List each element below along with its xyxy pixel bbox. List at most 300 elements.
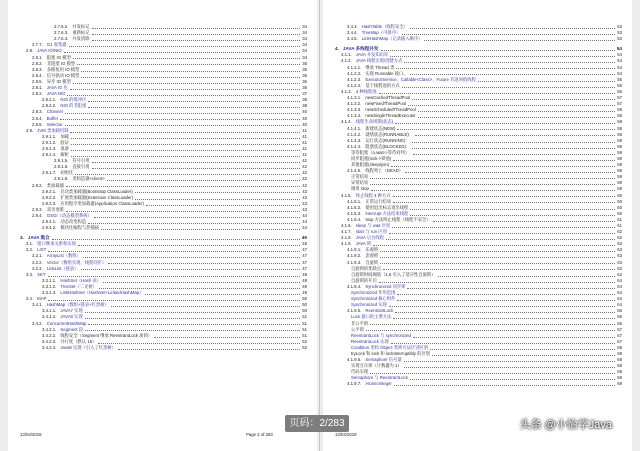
toc-entry-title: 类构造器<client> bbox=[72, 176, 105, 182]
toc-leader-dots bbox=[92, 168, 301, 169]
toc-entry-page: 42 bbox=[302, 182, 307, 188]
toc-entry-page: 68 bbox=[617, 350, 622, 356]
toc-leader-dots bbox=[66, 186, 300, 187]
toc-entry-page: 40 bbox=[302, 109, 307, 115]
toc-entry-title: Semaphore 与 ReentrantLock bbox=[351, 375, 408, 381]
toc-entry-number: 4.1.5.4. bbox=[347, 216, 362, 222]
toc-entry-title: LIST bbox=[37, 247, 47, 253]
toc-entry-page: 54 bbox=[616, 46, 622, 52]
toc-entry-title: 公平锁 bbox=[351, 326, 364, 332]
toc-leader-dots bbox=[67, 95, 300, 96]
toc-leader-dots bbox=[424, 40, 615, 41]
toc-entry-title: Selector bbox=[46, 121, 63, 127]
left-footer-page-count: Page 2 of 283 bbox=[246, 432, 273, 437]
toc-entry-page: 42 bbox=[302, 164, 307, 170]
toc-entry-title: 并发标记 bbox=[72, 24, 90, 30]
toc-entry-title: 信号驱动 IO 模型 bbox=[46, 72, 80, 78]
toc-leader-dots bbox=[397, 294, 615, 295]
toc-entry-title: NIO 的缓冲区 bbox=[60, 97, 87, 103]
toc-entry-number: 4.1.9.6. bbox=[347, 357, 362, 363]
toc-entry-page: 64 bbox=[617, 296, 622, 302]
toc-entry-page: 59 bbox=[617, 174, 622, 180]
toc-entry-page: 62 bbox=[617, 235, 622, 241]
toc-leader-dots bbox=[92, 28, 301, 29]
toc-entry-number: 4.1.4.2. bbox=[347, 131, 362, 137]
toc-entry-page: 63 bbox=[617, 259, 622, 265]
toc-entry-title: JAVA 锁 bbox=[355, 241, 372, 247]
toc-leader-dots bbox=[73, 83, 300, 84]
toc-leader-dots bbox=[404, 62, 615, 63]
toc-entry-page: 61 bbox=[617, 216, 622, 222]
toc-leader-dots bbox=[135, 192, 301, 193]
toc-entry-title: HashSet（Hash 表） bbox=[60, 277, 101, 283]
toc-entry-title: SET bbox=[37, 271, 46, 277]
toc-leader-dots bbox=[145, 294, 300, 295]
toc-entry-page: 49 bbox=[302, 283, 307, 289]
toc-entry-title: JAVA NIO bbox=[46, 91, 66, 97]
toc-entry-number: 4.1.3.2. bbox=[347, 101, 362, 107]
toc-entry-title: Synchronized 同步锁 bbox=[365, 283, 406, 289]
toc-leader-dots bbox=[92, 40, 301, 41]
toc-entry-number: 3.4. bbox=[26, 296, 34, 302]
toc-entry-number: 4.1.2.2. bbox=[347, 70, 362, 76]
left-toc-page bbox=[8, 0, 317, 451]
toc-entry-title: JAVA7 实现 bbox=[60, 308, 83, 314]
toc-leader-dots bbox=[402, 87, 616, 88]
toc-entry-page: 38 bbox=[302, 103, 307, 109]
toc-entry-title: 代码实现 bbox=[351, 369, 369, 375]
toc-entry-number: 3.4.3. bbox=[347, 24, 358, 30]
toc-entry-title: JAVA IO 包 bbox=[46, 85, 68, 91]
toc-entry-page: 43 bbox=[302, 200, 307, 206]
toc-entry-title: LinkList（链表） bbox=[46, 265, 79, 271]
toc-entry-number: 2.8.2. bbox=[32, 60, 43, 66]
toc-entry-number: 2.8. bbox=[26, 48, 34, 54]
toc-entry-page: 34 bbox=[302, 30, 307, 36]
toc-entry-number: 3.4.2.2. bbox=[42, 332, 57, 338]
toc-entry-number: 4.1.4.4. bbox=[347, 143, 362, 149]
toc-entry-title: JVM 类加载机制 bbox=[37, 127, 69, 133]
toc-entry-page: 43 bbox=[302, 206, 307, 212]
toc-leader-dots bbox=[410, 209, 615, 210]
toc-leader-dots bbox=[397, 300, 615, 301]
toc-entry-page: 67 bbox=[617, 332, 622, 338]
toc-leader-dots bbox=[371, 190, 615, 191]
toc-entry-number: 3.4.1. bbox=[32, 302, 43, 308]
toc-leader-dots bbox=[88, 107, 300, 108]
toc-entry-page: 54 bbox=[617, 58, 622, 64]
toc-entry-title: 新建状态(NEW) bbox=[365, 125, 396, 131]
toc-entry-number: 4.1.9.5. bbox=[347, 308, 362, 314]
toc-entry-page: 50 bbox=[302, 302, 307, 308]
toc-entry-number: 2.9.1.1. bbox=[42, 133, 57, 139]
toc-entry-number: 4.1.2.1. bbox=[347, 64, 362, 70]
toc-entry-number: 3.3. bbox=[26, 271, 34, 277]
toc-entry-title: newSingleThreadExecutor bbox=[365, 113, 416, 119]
toc-entry-page: 50 bbox=[302, 308, 307, 314]
toc-entry-title: 正常运行结束 bbox=[365, 198, 392, 204]
toc-entry-page: 34 bbox=[302, 54, 307, 60]
toc-entry-title: 解析 bbox=[60, 152, 69, 158]
toc-entry-page: 42 bbox=[302, 158, 307, 164]
toc-entry-page: 47 bbox=[302, 265, 307, 271]
toc-leader-dots bbox=[48, 251, 300, 252]
toc-leader-dots bbox=[103, 282, 300, 283]
toc-leader-dots bbox=[393, 160, 615, 161]
toc-entry-number: 2.9.1.6. bbox=[54, 164, 69, 170]
toc-entry-number: 2.9.4.2. bbox=[42, 225, 57, 231]
toc-entry-number: 2.7.7. bbox=[32, 42, 43, 48]
toc-entry-number: 2.8.1. bbox=[32, 54, 43, 60]
toc-entry-title: 同步阻塞(lock->锁池) bbox=[351, 155, 392, 161]
toc-leader-dots bbox=[404, 367, 615, 368]
toc-leader-dots bbox=[391, 343, 615, 344]
toc-entry-number: 4.1.2.4. bbox=[347, 82, 362, 88]
right-footer-date: 13/04/2018 bbox=[335, 432, 357, 437]
toc-leader-dots bbox=[393, 196, 616, 197]
toc-entry-page: 45 bbox=[302, 241, 307, 247]
right-toc-list bbox=[335, 24, 622, 387]
toc-entry-title: 自旋锁的优缺点 bbox=[351, 265, 382, 271]
toc-entry-page: 68 bbox=[617, 369, 622, 375]
toc-entry-page: 64 bbox=[617, 283, 622, 289]
toc-entry-number: 2.8.4. bbox=[32, 115, 43, 121]
toc-leader-dots bbox=[69, 46, 301, 47]
toc-entry-page: 67 bbox=[617, 338, 622, 344]
toc-leader-dots bbox=[118, 349, 300, 350]
left-toc-list bbox=[20, 24, 307, 351]
toc-entry-title: ConcurrentHashMap bbox=[46, 320, 87, 326]
toc-entry-page: 64 bbox=[617, 302, 622, 308]
toc-leader-dots bbox=[108, 263, 300, 264]
toc-entry-page: 41 bbox=[302, 152, 307, 158]
toc-entry-page: 53 bbox=[617, 36, 622, 42]
toc-leader-dots bbox=[81, 71, 300, 72]
toc-entry-title: 异常结束 bbox=[351, 180, 369, 186]
toc-entry-number: 3.3.1.2. bbox=[42, 283, 57, 289]
toc-entry-title: 双亲委派 bbox=[46, 206, 64, 212]
toc-leader-dots bbox=[379, 282, 615, 283]
toc-leader-dots bbox=[99, 288, 300, 289]
toc-leader-dots bbox=[71, 150, 300, 151]
toc-entry-number: 4.1.9.3. bbox=[347, 259, 362, 265]
toc-leader-dots bbox=[408, 105, 615, 106]
toc-entry-title: JAVA 集合 bbox=[27, 235, 50, 241]
toc-entry-page: 58 bbox=[617, 113, 622, 119]
toc-entry-title: sleep 与 wait 区别 bbox=[355, 223, 391, 228]
toc-entry-title: 动态改变构造 bbox=[60, 219, 87, 225]
left-footer-date: 13/04/2018 bbox=[20, 432, 42, 437]
toc-entry-page: 53 bbox=[617, 24, 622, 30]
toc-entry-title: JAVA 后台线程 bbox=[355, 235, 385, 241]
toc-entry-number: 4.1.4.5. bbox=[347, 168, 362, 174]
toc-entry-number: 2.8.2.2. bbox=[42, 103, 57, 109]
toc-leader-dots bbox=[396, 68, 615, 69]
toc-entry-page: 36 bbox=[302, 72, 307, 78]
toc-entry-title: 正常结束 bbox=[351, 174, 369, 180]
toc-entry-number: 4.1.6. bbox=[341, 223, 352, 228]
toc-entry-number: 4.1.9.4. bbox=[347, 283, 362, 289]
toc-entry-title: 4 种线程池 bbox=[355, 88, 377, 94]
toc-entry-number: 4.1.3.4. bbox=[347, 113, 362, 119]
toc-entry-page: 40 bbox=[302, 115, 307, 121]
toc-leader-dots bbox=[71, 156, 300, 157]
toc-leader-dots bbox=[81, 269, 301, 270]
toc-leader-dots bbox=[370, 373, 615, 374]
toc-leader-dots bbox=[413, 154, 615, 155]
right-toc-page bbox=[323, 0, 632, 451]
toc-entry-page: 44 bbox=[302, 225, 307, 231]
toc-leader-dots bbox=[370, 324, 615, 325]
page-number-badge: 页码：2/283 bbox=[285, 415, 349, 432]
toc-entry-number: 4.1.2.3. bbox=[347, 76, 362, 82]
toc-entry-title: Synchronized 核心组件 bbox=[351, 296, 396, 302]
toc-entry-title: newScheduledThreadPool bbox=[365, 107, 416, 113]
toc-entry-title: Synchronized 实现 bbox=[351, 302, 387, 308]
toc-entry-number: 3.2.2. bbox=[32, 259, 43, 265]
toc-entry-page: 43 bbox=[302, 194, 307, 200]
toc-leader-dots bbox=[389, 233, 615, 234]
toc-entry-page: 54 bbox=[617, 52, 622, 58]
toc-entry-title: HashMap（数组+链表+红黑树） bbox=[46, 302, 109, 308]
toc-entry-page: 41 bbox=[302, 145, 307, 151]
toc-entry-number: 2.9.1.5. bbox=[54, 158, 69, 164]
toc-entry-number: 3.4.1.2. bbox=[42, 314, 57, 320]
toc-entry-title: 基于线程池的方式 bbox=[365, 82, 400, 88]
toc-entry-title: Buffer bbox=[46, 115, 59, 121]
toc-entry-title: Vector（数组实现、线程同步） bbox=[46, 259, 107, 265]
toc-entry-number: 3.4.1.1. bbox=[42, 308, 57, 314]
toc-entry-title: 阻塞状态(BLOCKED)： bbox=[365, 143, 411, 149]
toc-entry[interactable] bbox=[335, 42, 622, 52]
toc-entry-page: 60 bbox=[617, 210, 622, 216]
toc-entry-number: 2.9.4. bbox=[32, 213, 43, 218]
toc-entry-title: Synchronized 作用范围 bbox=[351, 290, 396, 296]
toc-entry-title: 应用程序类加载器(Application ClassLoader) bbox=[60, 200, 144, 206]
toc-entry-title: 自旋锁 bbox=[365, 259, 379, 265]
toc-entry-number: 2.9.4.1. bbox=[42, 219, 57, 225]
toc-entry-title: stop 方法终止线程（线程不安全） bbox=[365, 216, 431, 222]
toc-entry-page: 42 bbox=[302, 170, 307, 176]
toc-entry-page: 59 bbox=[617, 137, 622, 143]
toc-entry-page: 58 bbox=[617, 119, 622, 125]
toc-entry-title: newCachedThreadPool bbox=[365, 95, 411, 101]
toc-leader-dots bbox=[98, 343, 300, 344]
toc-entry-title: OSGI（动态模型系统） bbox=[46, 213, 92, 218]
toc-entry-number: 3.4.2. bbox=[32, 320, 43, 326]
toc-leader-dots bbox=[410, 74, 616, 75]
toc-entry-title: MAP bbox=[37, 296, 47, 302]
toc-entry-title: 直接引用 bbox=[72, 164, 90, 170]
toc-entry-title: Interrupt 方法结束线程 bbox=[365, 210, 409, 216]
toc-entry-page: 45 bbox=[301, 235, 307, 241]
toc-leader-dots bbox=[73, 58, 300, 59]
toc-entry-number: 4.1.3.3. bbox=[347, 107, 362, 113]
toc-leader-dots bbox=[391, 166, 615, 167]
toc-entry-number: 3.2.3. bbox=[32, 265, 43, 271]
toc-entry[interactable] bbox=[20, 345, 307, 351]
toc-entry-title: 就绪状态(RUNNABLE)： bbox=[365, 131, 414, 137]
toc-entry-title: JAVA8 实现 bbox=[60, 314, 83, 320]
toc-entry-page: 68 bbox=[617, 363, 622, 369]
toc-leader-dots bbox=[70, 132, 300, 133]
toc-leader-dots bbox=[413, 337, 615, 338]
toc-leader-dots bbox=[381, 50, 615, 51]
toc-leader-dots bbox=[83, 257, 300, 258]
toc-leader-dots bbox=[71, 138, 300, 139]
toc-entry-number: 4.1.4.3. bbox=[347, 137, 362, 143]
toc-entry-page: 34 bbox=[302, 48, 307, 54]
toc-entry-number: 4.1.5.2. bbox=[347, 204, 362, 210]
toc-leader-dots bbox=[154, 337, 300, 338]
toc-leader-dots bbox=[380, 263, 615, 264]
toc-entry-title: 并发清除 bbox=[72, 36, 90, 42]
toc-leader-dots bbox=[418, 111, 615, 112]
toc-leader-dots bbox=[433, 221, 616, 222]
toc-entry-number: 4. bbox=[335, 46, 339, 52]
toc-entry-number: 4.1.9. bbox=[341, 241, 352, 247]
toc-entry[interactable] bbox=[20, 231, 307, 241]
toc-entry-title: 运行状态(RUNNING)： bbox=[365, 137, 410, 143]
toc-entry-page: 44 bbox=[302, 213, 307, 218]
toc-entry-number: 2.9.1.4. bbox=[42, 152, 57, 158]
toc-entry-page: 54 bbox=[617, 70, 622, 76]
toc-entry-number: 4.1.9.7. bbox=[347, 381, 362, 387]
toc-entry-page: 56 bbox=[617, 82, 622, 88]
toc-leader-dots bbox=[135, 199, 300, 200]
toc-leader-dots bbox=[386, 239, 615, 240]
toc-leader-dots bbox=[65, 125, 301, 126]
toc-entry-page: 59 bbox=[617, 168, 622, 174]
toc-entry-page: 49 bbox=[302, 290, 307, 296]
toc-entry-number: 4.1.5.1. bbox=[347, 198, 362, 204]
toc-leader-dots bbox=[395, 312, 615, 313]
toc-entry-title: tryLock 和 lock 和 lockInterruptibly 的区别 bbox=[351, 350, 431, 356]
toc-entry-title: 非阻塞 IO 模型 bbox=[46, 60, 76, 66]
toc-entry-number: 4.1.3. bbox=[341, 88, 352, 94]
toc-entry-title: JAVA IO/NIO bbox=[37, 48, 62, 54]
toc-entry-page: 61 bbox=[617, 223, 622, 228]
toc-entry-page: 48 bbox=[302, 277, 307, 283]
toc-entry-number: 3.4.5. bbox=[347, 36, 358, 42]
toc-leader-dots bbox=[430, 349, 615, 350]
toc-entry-title: 继承 Thread 类 bbox=[365, 64, 395, 70]
toc-leader-dots bbox=[370, 178, 615, 179]
toc-entry-page: 41 bbox=[302, 127, 307, 133]
toc-entry-title: LinkHashMap（记录插入顺序） bbox=[361, 36, 423, 42]
toc-leader-dots bbox=[405, 172, 615, 173]
toc-entry-number: 4.1.8. bbox=[341, 235, 352, 241]
toc-entry-title: 其他阻塞(sleep/join) bbox=[351, 162, 390, 168]
toc-entry-title: 悲观锁 bbox=[365, 253, 379, 259]
toc-entry-title: 启动类加载器(Bootstrap ClassLoader) bbox=[60, 188, 133, 194]
toc-entry-page: 35 bbox=[302, 60, 307, 66]
toc-entry-page: 67 bbox=[617, 326, 622, 332]
toc-entry-title: 类加载器 bbox=[46, 182, 64, 188]
toc-entry-title: 接口继承关系和实现 bbox=[37, 241, 76, 247]
toc-entry-page: 60 bbox=[617, 192, 622, 198]
toc-leader-dots bbox=[373, 245, 615, 246]
toc-entry[interactable] bbox=[335, 381, 622, 387]
toc-entry-title: AtomicInteger bbox=[365, 381, 392, 387]
toc-entry-page: 59 bbox=[617, 162, 622, 168]
toc-entry-page: 47 bbox=[302, 253, 307, 259]
toc-entry-number: 3.3.1.3. bbox=[42, 290, 57, 296]
toc-entry-page: 40 bbox=[302, 121, 307, 127]
toc-entry-number: 4.1.5.3. bbox=[347, 210, 362, 216]
toc-entry-title: Condition 类和 Object 类锁方法区别区别 bbox=[351, 344, 429, 350]
toc-entry-number: 2.9.1.7. bbox=[42, 170, 57, 176]
toc-entry-title: ReentrantLock 实现 bbox=[351, 338, 389, 344]
toc-entry-page: 51 bbox=[302, 332, 307, 338]
toc-entry-number: 2.9.1.2. bbox=[42, 139, 57, 145]
toc-entry-page: 63 bbox=[617, 265, 622, 271]
toc-entry-title: 异步 IO 模型 bbox=[46, 78, 71, 84]
toc-entry-page: 64 bbox=[617, 290, 622, 296]
toc-leader-dots bbox=[85, 318, 301, 319]
toc-entry-number: 3.4.4. bbox=[347, 30, 358, 36]
toc-entry-title: TreeMap（可排序） bbox=[361, 30, 401, 36]
toc-entry-number: 2.8.4. bbox=[32, 72, 43, 78]
toc-leader-dots bbox=[393, 318, 615, 319]
toc-entry-page: 47 bbox=[302, 259, 307, 265]
toc-entry-number: 2.8.1. bbox=[32, 85, 43, 91]
toc-entry-page: 36 bbox=[302, 85, 307, 91]
toc-entry-page: 52 bbox=[302, 338, 307, 344]
toc-entry-title: JAVA 线程实现/创建方式 bbox=[355, 58, 403, 64]
toc-entry-number: 2.9.2.2. bbox=[42, 194, 57, 200]
toc-leader-dots bbox=[380, 257, 615, 258]
toc-entry-page: 57 bbox=[617, 101, 622, 107]
toc-entry-title: LinkHashSet（HashSet+LinkedHashMap） bbox=[60, 290, 144, 296]
toc-entry-title: JAVA 并发知识库 bbox=[355, 52, 389, 58]
toc-leader-dots bbox=[65, 113, 300, 114]
toc-entry-page: 38 bbox=[302, 97, 307, 103]
toc-entry-title: Channel bbox=[46, 109, 63, 115]
toc-entry-title: 验证 bbox=[60, 139, 69, 145]
toc-entry-page: 66 bbox=[617, 320, 622, 326]
toc-entry-page: 58 bbox=[617, 125, 622, 131]
toc-entry-number: 3.1. bbox=[26, 241, 34, 247]
toc-entry-title: 自旋锁时间阈值（1.6 引入了适应性自旋锁） bbox=[351, 271, 436, 277]
toc-entry-number: 3.3.1.1. bbox=[42, 277, 57, 283]
toc-leader-dots bbox=[394, 385, 615, 386]
toc-entry-title: 自旋锁的开启 bbox=[351, 277, 377, 283]
toc-entry-page: 64 bbox=[617, 277, 622, 283]
toc-entry-title: Java8 实现（引入了红黑树） bbox=[60, 344, 116, 350]
toc-entry-number: 4.1.4. bbox=[341, 119, 352, 125]
toc-entry-page: 34 bbox=[302, 24, 307, 30]
toc-entry-number: 3. bbox=[20, 235, 24, 241]
toc-leader-dots bbox=[383, 269, 615, 270]
toc-entry-title: 准备 bbox=[60, 145, 69, 151]
toc-entry-title: JAVA 多线程并发 bbox=[342, 46, 379, 52]
toc-entry-page: 69 bbox=[617, 381, 622, 387]
toc-entry-title: HashTable（线程安全） bbox=[361, 24, 408, 30]
toc-entry-page: 44 bbox=[302, 219, 307, 225]
toc-leader-dots bbox=[101, 229, 300, 230]
toc-entry-number: 4.1.2. bbox=[341, 58, 352, 64]
toc-leader-dots bbox=[432, 355, 615, 356]
toc-entry-title: ArrayList（数组） bbox=[46, 253, 81, 259]
toc-leader-dots bbox=[111, 306, 300, 307]
toc-entry-number: 2.7.6.3. bbox=[54, 30, 69, 36]
toc-entry-number: 2.8.2. bbox=[32, 91, 43, 97]
toc-entry-page: 48 bbox=[302, 271, 307, 277]
toc-leader-dots bbox=[392, 227, 615, 228]
toc-entry-number: 2.8.5. bbox=[32, 78, 43, 84]
page-divider bbox=[319, 0, 320, 451]
